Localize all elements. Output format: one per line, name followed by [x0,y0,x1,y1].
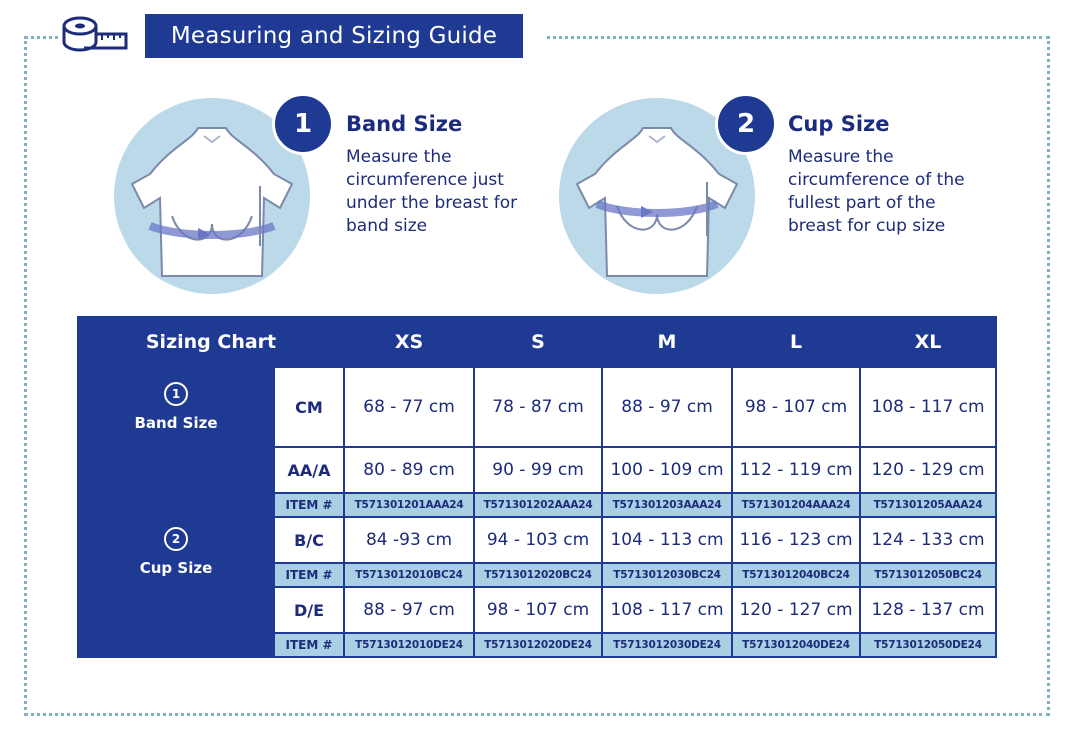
item-number: T5713012020DE24 [474,633,602,657]
item-number: T5713012040DE24 [732,633,860,657]
cup-value: 116 - 123 cm [732,517,860,563]
size-header-s: S [474,317,602,367]
cup-value: 94 - 103 cm [474,517,602,563]
cup-row-aa-a [78,447,996,493]
table-header-row [78,317,996,367]
cup-label: B/C [274,517,344,563]
step-1-description-line: Measure the [346,147,452,167]
cup-value: 108 - 117 cm [602,587,732,633]
step-2-description-line: breast for cup size [788,216,946,236]
cup-value: 80 - 89 cm [344,447,474,493]
item-number-label: ITEM # [274,633,344,657]
band-unit-label: CM [274,367,344,447]
band-size-row [78,367,996,447]
cup-value: 120 - 127 cm [732,587,860,633]
size-header-xl: XL [860,317,996,367]
step-1-description-line: band size [346,216,428,236]
band-size-number-icon: 1 [164,382,188,406]
cup-value: 88 - 97 cm [344,587,474,633]
item-number-label: ITEM # [274,563,344,587]
item-number: T5713012030DE24 [602,633,732,657]
cup-label: AA/A [274,447,344,493]
band-value: 88 - 97 cm [602,367,732,447]
size-header-m: M [602,317,732,367]
cup-size-number-icon: 2 [164,527,188,551]
band-value: 78 - 87 cm [474,367,602,447]
step-2-description-line: fullest part of the [788,193,936,213]
cup-value: 98 - 107 cm [474,587,602,633]
cup-value: 100 - 109 cm [602,447,732,493]
step-1-description-line: under the breast for [346,193,518,213]
size-header-l: L [732,317,860,367]
cup-label: D/E [274,587,344,633]
step-1-number-badge: 1 [272,93,334,155]
item-number: T5713012010DE24 [344,633,474,657]
band-size-row-header [78,367,274,447]
step-1-description [346,146,546,238]
cup-value: 84 -93 cm [344,517,474,563]
step-2-description [788,146,988,238]
size-header-xs: XS [344,317,474,367]
band-size-label: Band Size [134,414,218,432]
item-number-label: ITEM # [274,493,344,517]
step-1-title: Band Size [346,112,463,136]
sizing-chart-table [77,316,997,658]
step-2-description-line: Measure the [788,147,894,167]
item-number: T571301201AAA24 [344,493,474,517]
sizing-chart-title: Sizing Chart [78,317,344,367]
cup-value: 90 - 99 cm [474,447,602,493]
cup-value: 112 - 119 cm [732,447,860,493]
item-number: T571301204AAA24 [732,493,860,517]
cup-value: 104 - 113 cm [602,517,732,563]
cup-size-label: Cup Size [139,559,213,577]
item-number: T5713012050DE24 [860,633,996,657]
cup-size-row-header [78,447,274,657]
item-number: T5713012010BC24 [344,563,474,587]
step-2-description-line: circumference of the [788,170,965,190]
step-1-description-line: circumference just [346,170,504,190]
item-number: T571301205AAA24 [860,493,996,517]
item-number: T571301202AAA24 [474,493,602,517]
cup-value: 124 - 133 cm [860,517,996,563]
band-value: 98 - 107 cm [732,367,860,447]
band-value: 108 - 117 cm [860,367,996,447]
item-number: T5713012030BC24 [602,563,732,587]
item-number: T5713012020BC24 [474,563,602,587]
cup-value: 128 - 137 cm [860,587,996,633]
item-number: T5713012040BC24 [732,563,860,587]
measuring-tape-icon [58,12,130,56]
page-title: Measuring and Sizing Guide [145,14,523,58]
step-2-title: Cup Size [788,112,890,136]
band-value: 68 - 77 cm [344,367,474,447]
step-2-number-badge: 2 [715,93,777,155]
item-number: T571301203AAA24 [602,493,732,517]
cup-value: 120 - 129 cm [860,447,996,493]
item-number: T5713012050BC24 [860,563,996,587]
